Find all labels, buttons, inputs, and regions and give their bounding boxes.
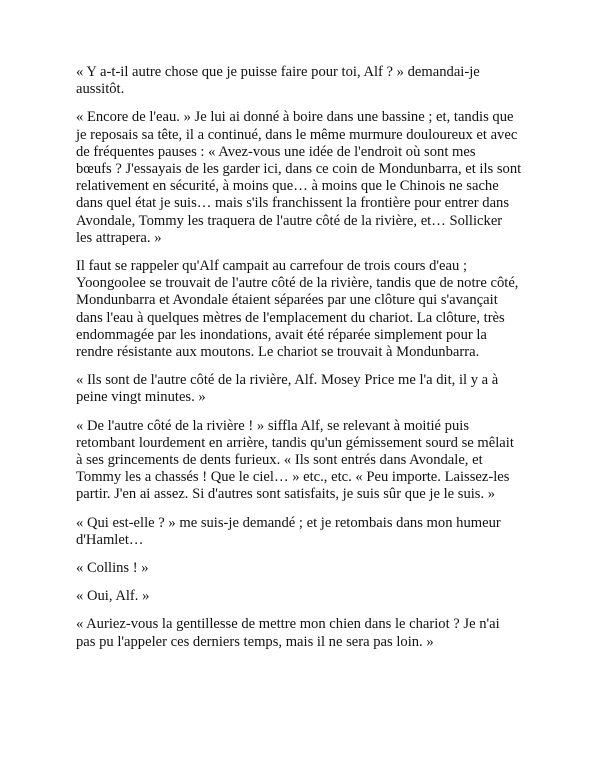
paragraph: « De l'autre côté de la rivière ! » siffla Alf, se relevant à moitié puis retombant lourdement en arrière, tandis qu'un gémissement sourd se mêlait à ses grincements de dents furieux. « Ils sont entrés dans Avondale, et Tommy les a chassés ! Que le ciel… » etc., etc. « Peu importe. Laissez-les partir. J'en ai assez. Si d'autres sont satisfaits, je suis sûr que je le suis. » — [76, 417, 514, 503]
paragraph: Il faut se rappeler qu'Alf campait au carrefour de trois cours d'eau ; Yoongoolee se trouvait de l'autre côté de la rivière, tandis que de notre côté, Mondunbarra et Avondale étaient séparées par une clôture qui s'avançait dans l'eau à quelques mètres de l'emplacement du chariot. La clôture, très endommagée par les inondations, avait été réparée simplement pour la rendre résistante aux moutons. Le chariot se trouvait à Mondunbarra. — [76, 258, 519, 361]
paragraph: « Oui, Alf. » — [76, 588, 150, 605]
paragraph: « Y a-t-il autre chose que je puisse faire pour toi, Alf ? » demandai-je aussitôt. — [76, 64, 480, 98]
document-page — [76, 64, 528, 662]
paragraph: « Collins ! » — [76, 560, 149, 577]
paragraph: « Qui est-elle ? » me suis-je demandé ; et je retombais dans mon humeur d'Hamlet… — [76, 514, 501, 548]
paragraph: « Ils sont de l'autre côté de la rivière, Alf. Mosey Price me l'a dit, il y a à peine vingt minutes. » — [76, 372, 499, 406]
paragraph: « Encore de l'eau. » Je lui ai donné à boire dans une bassine ; et, tandis que je reposais sa tête, il a continué, dans le même murmure douloureux et avec de fréquentes pauses : « Avez-vous une idée de l'endroit où sont mes bœufs ? J'essayais de les garder ici, dans ce coin de Mondunbarra, et ils sont relativement en sécurité, à moins que… à moins que le Chinois ne sache dans quel état je suis… mais s'ils franchissent la frontière pour entrer dans Avondale, Tommy les traquera de l'autre côté de la rivière, et… Sollicker les attrapera. » — [76, 109, 522, 246]
paragraph: « Auriez-vous la gentillesse de mettre mon chien dans le chariot ? Je n'ai pas pu l'appeler ces derniers temps, mais il ne sera pas loin. » — [76, 616, 500, 650]
